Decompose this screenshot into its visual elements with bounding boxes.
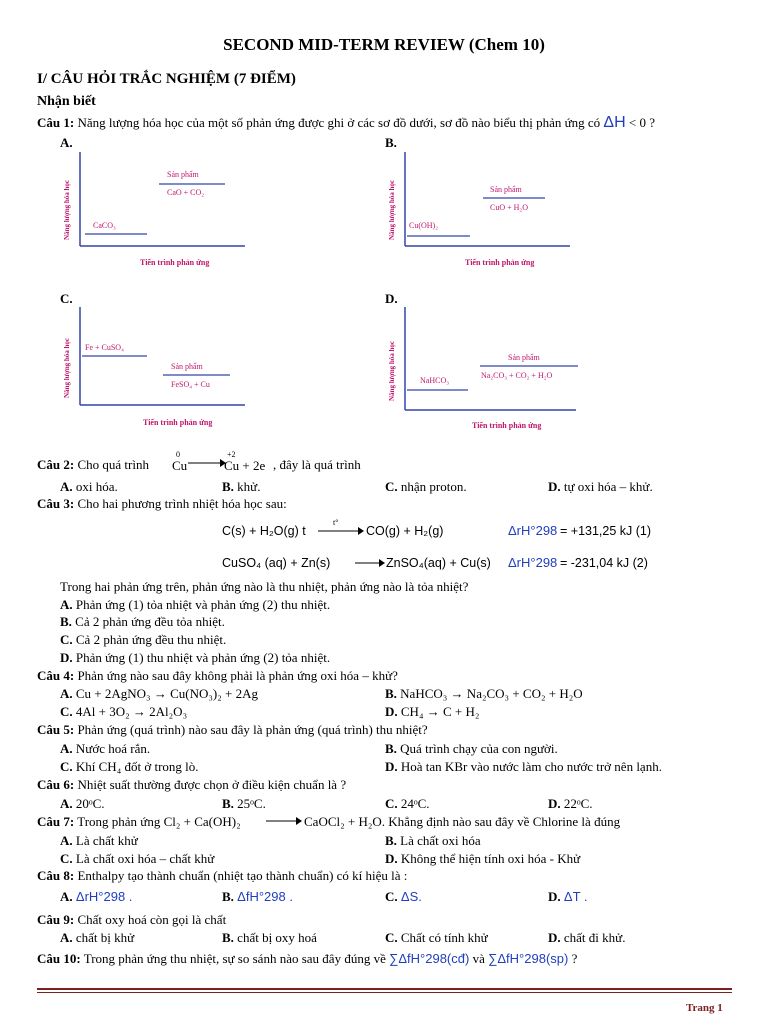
question-text: Cho hai phương trình nhiệt hóa học sau: — [77, 496, 287, 511]
question-7 — [37, 813, 241, 830]
question-9 — [37, 911, 226, 928]
option-key: A. — [60, 741, 73, 756]
option-text: Nước hoá rắn. — [75, 741, 151, 756]
equation-2-lhs: CuSO₄ (aq) + Zn(s) — [222, 556, 331, 570]
option-key: A. — [60, 479, 73, 494]
question-text: Nhiệt suất thường được chọn ở điều kiện chuẩn là ? — [77, 777, 347, 792]
option-key: A. — [60, 930, 73, 945]
option-c[interactable] — [60, 758, 199, 775]
cu-reactant: Cu — [172, 458, 188, 473]
option-a[interactable] — [60, 478, 118, 495]
option-key: A. — [60, 796, 73, 811]
x-axis-label: Tiến trình phản ứng — [472, 421, 542, 430]
option-key: D. — [385, 851, 398, 866]
reactant-label: Fe + CuSO₄ — [85, 343, 124, 352]
product-title: Sản phẩm — [490, 185, 522, 194]
option-a[interactable] — [60, 929, 134, 946]
question-label: Câu 5: — [37, 722, 75, 737]
option-key: D. — [548, 479, 561, 494]
question-text: Trong phản ứng thu nhiệt, sự so sánh nào sau đây đúng về — [83, 951, 386, 966]
question-label: Câu 3: — [37, 496, 75, 511]
option-letter-d[interactable]: D. — [385, 291, 398, 306]
option-key: A. — [60, 833, 73, 848]
question-6 — [37, 776, 346, 793]
option-a[interactable] — [60, 795, 105, 812]
option-key: D. — [385, 704, 398, 719]
question-label: Câu 2: — [37, 457, 75, 472]
y-axis-label: Năng lượng hóa học — [388, 179, 396, 240]
option-c[interactable] — [60, 850, 214, 867]
x-axis-label: Tiến trình phản ứng — [465, 258, 535, 267]
option-b[interactable] — [385, 685, 583, 702]
option-text: NaHCO₃ → Na₂CO₃ + CO₂ + H₂O — [400, 686, 583, 701]
question-label: Câu 1: — [37, 115, 75, 130]
question-text: Phản ứng nào sau đây không phải là phản ứng oxi hóa – khử? — [77, 668, 398, 683]
option-key: C. — [60, 704, 73, 719]
option-key: C. — [385, 479, 398, 494]
product-label: CuO + H₂O — [490, 203, 528, 212]
option-text: ΔfH°298 . — [237, 889, 293, 904]
question-8 — [37, 867, 407, 884]
option-key: B. — [222, 930, 234, 945]
option-text: oxi hóa. — [75, 479, 118, 494]
energy-diagram-c — [55, 303, 250, 428]
option-key: C. — [385, 930, 398, 945]
energy-diagram-d — [380, 303, 580, 433]
option-text: Khí CH₄ đốt ở trong lò. — [75, 759, 199, 774]
question-10 — [37, 950, 577, 967]
product-title: Sản phẩm — [171, 362, 203, 371]
option-text: chất đi khử. — [563, 930, 626, 945]
option-text: 4Al + 3O₂ → 2Al₂O₃ — [75, 704, 188, 719]
option-b[interactable] — [60, 613, 225, 630]
and-word: và — [472, 951, 485, 966]
option-d[interactable] — [385, 703, 479, 720]
option-text: nhận proton. — [400, 479, 467, 494]
option-text: 25ᵒC. — [237, 796, 266, 811]
option-c[interactable] — [60, 631, 226, 648]
enthalpy-symbol-1: ΔrH°298 — [508, 523, 558, 538]
option-key: B. — [385, 741, 397, 756]
option-d[interactable] — [548, 478, 653, 495]
option-text: CH₄ → C + H₂ — [400, 704, 480, 719]
option-letter-a[interactable]: A. — [60, 135, 73, 150]
reactant-label: CaCO₃ — [93, 221, 116, 230]
reaction-arrow — [188, 458, 226, 468]
y-axis-label: Năng lượng hóa học — [63, 179, 71, 240]
equation-2-value: = -231,04 kJ (2) — [560, 556, 648, 570]
equation-1-lhs: C(s) + H₂O(g) t — [222, 524, 306, 538]
option-d[interactable] — [385, 758, 662, 775]
option-key: C. — [60, 851, 73, 866]
option-text: Không thể hiện tính oxi hóa - Khử — [400, 851, 581, 866]
question-label: Câu 4: — [37, 668, 75, 683]
option-a[interactable] — [60, 685, 258, 702]
product-label: FeSO₄ + Cu — [171, 380, 210, 389]
equation-2-arrow — [355, 558, 385, 568]
option-key: B. — [222, 479, 234, 494]
equation-2-rhs: ZnSO₄(aq) + Cu(s) — [386, 556, 491, 570]
y-axis-label: Năng lượng hóa học — [388, 340, 396, 401]
option-text: 24ᵒC. — [400, 796, 430, 811]
reactant-label: Cu(OH)₂ — [409, 221, 439, 230]
option-text: tự oxi hóa – khử. — [563, 479, 653, 494]
option-text: 22ᵒC. — [563, 796, 593, 811]
product-label: CaO + CO₂ — [167, 188, 205, 197]
question-text: Năng lượng hóa học của một số phản ứng được ghi ở các sơ đồ dưới, sơ đồ nào biểu thị phản ứng có — [77, 115, 601, 130]
option-text: Cu + 2AgNO₃ → Cu(NO₃)₂ + 2Ag — [75, 686, 258, 701]
footer-rule-thin — [37, 992, 732, 993]
question-text-end: , đây là quá trình — [273, 457, 361, 472]
question-tail: < 0 ? — [628, 115, 656, 130]
option-key: C. — [60, 759, 73, 774]
option-key: C. — [385, 796, 398, 811]
option-key: A. — [60, 889, 73, 904]
y-axis-label: Năng lượng hóa học — [63, 337, 71, 398]
option-key: C. — [385, 889, 398, 904]
option-c[interactable] — [385, 478, 467, 495]
question-label: Câu 10: — [37, 951, 81, 966]
product-title: Sản phẩm — [167, 170, 199, 179]
x-axis-label: Tiến trình phản ứng — [143, 418, 213, 427]
question-3-prompt: Trong hai phản ứng trên, phản ứng nào là thu nhiệt, phản ứng nào là tỏa nhiệt? — [60, 579, 469, 594]
option-a[interactable] — [60, 596, 330, 613]
energy-diagram-a — [55, 148, 250, 273]
option-b[interactable] — [222, 888, 293, 905]
question-label: Câu 9: — [37, 912, 75, 927]
option-text: Cả 2 phản ứng đều thu nhiệt. — [75, 632, 227, 647]
equation-1-condition: t° — [333, 518, 339, 527]
footer-rule — [37, 988, 732, 990]
section-heading: I/ CÂU HỎI TRẮC NGHIỆM (7 ĐIỂM) — [37, 71, 296, 87]
option-letter-b[interactable]: B. — [385, 135, 397, 150]
sum-reactants-symbol: ∑ΔfH°298(cđ) — [389, 951, 470, 966]
option-key: D. — [385, 759, 398, 774]
product-title: Sản phẩm — [508, 353, 540, 362]
delta-h-symbol: ΔH — [603, 114, 626, 131]
question-label: Câu 8: — [37, 868, 75, 883]
option-key: A. — [60, 597, 73, 612]
option-key: D. — [548, 889, 561, 904]
question-text: Trong phản ứng Cl₂ + Ca(OH)₂ — [77, 814, 241, 829]
option-letter-c[interactable]: C. — [60, 291, 73, 306]
option-key: D. — [548, 796, 561, 811]
question-text: Enthalpy tạo thành chuẩn (nhiệt tạo thành chuẩn) có kí hiệu là : — [77, 868, 408, 883]
option-text: ΔS. — [400, 889, 422, 904]
question-5 — [37, 721, 428, 738]
option-b[interactable] — [222, 478, 260, 495]
subsection-heading: Nhận biết — [37, 94, 96, 109]
product-label: Na₂CO₃ + CO₂ + H₂O — [481, 371, 553, 380]
option-d[interactable] — [548, 888, 588, 905]
question-text: Cho quá trình — [77, 457, 149, 472]
cu-product: Cu + 2e — [224, 458, 266, 473]
reactant-label: NaHCO₃ — [420, 376, 450, 385]
question-1 — [37, 114, 655, 131]
option-d[interactable] — [548, 795, 593, 812]
option-text: khử. — [237, 479, 261, 494]
option-key: B. — [60, 614, 72, 629]
option-key: C. — [60, 632, 73, 647]
question-text: Chất oxy hoá còn gọi là chất — [77, 912, 227, 927]
page-title: SECOND MID-TERM REVIEW (Chem 10) — [223, 35, 545, 54]
oxidation-state-0: 0 — [176, 450, 180, 459]
option-text: Là chất oxi hóa – chất khử — [75, 851, 215, 866]
option-key: B. — [385, 686, 397, 701]
enthalpy-symbol-2: ΔrH°298 — [508, 555, 558, 570]
option-d[interactable] — [60, 649, 330, 666]
equation-1-arrow — [318, 526, 364, 536]
option-b[interactable] — [222, 795, 266, 812]
option-key: B. — [222, 889, 234, 904]
page-number: Trang 1 — [686, 1002, 723, 1014]
option-key: B. — [385, 833, 397, 848]
oxidation-state-2: +2 — [227, 450, 236, 459]
x-axis-label: Tiến trình phản ứng — [140, 258, 210, 267]
option-text: chất bị oxy hoá — [237, 930, 317, 945]
energy-diagram-b — [380, 148, 575, 273]
option-text: Quá trình chạy của con người. — [400, 741, 558, 756]
option-text: ΔrH°298 . — [75, 889, 133, 904]
option-d[interactable] — [548, 929, 625, 946]
option-b[interactable] — [385, 740, 558, 757]
option-text: Chất có tính khử — [400, 930, 488, 945]
option-key: D. — [548, 930, 561, 945]
option-text: Phản ứng (1) tỏa nhiệt và phản ứng (2) thu nhiệt. — [75, 597, 331, 612]
option-b[interactable] — [385, 832, 481, 849]
question-label: Câu 6: — [37, 777, 75, 792]
option-text: Phản ứng (1) thu nhiệt và phản ứng (2) tỏa nhiệt. — [75, 650, 331, 665]
option-text: ΔT . — [563, 889, 588, 904]
option-a[interactable] — [60, 832, 138, 849]
question-text-end: CaOCl₂ + H₂O. Khẳng định nào sau đây về Chlorine là đúng — [304, 814, 621, 829]
option-text: Là chất oxi hóa — [400, 833, 481, 848]
reaction-arrow — [266, 816, 302, 826]
option-a[interactable] — [60, 740, 150, 757]
question-tail: ? — [571, 951, 578, 966]
option-text: chất bị khử — [75, 930, 135, 945]
option-text: Hoà tan KBr vào nước làm cho nước trở nên lạnh. — [400, 759, 662, 774]
question-3 — [37, 495, 287, 512]
option-c[interactable] — [385, 888, 422, 905]
option-key: A. — [60, 686, 73, 701]
option-a[interactable] — [60, 888, 132, 905]
sum-products-symbol: ∑ΔfH°298(sp) — [488, 951, 569, 966]
question-2 — [37, 456, 149, 473]
option-b[interactable] — [222, 929, 317, 946]
option-d[interactable] — [385, 850, 580, 867]
option-c[interactable] — [385, 795, 430, 812]
option-key: B. — [222, 796, 234, 811]
option-text: Cả 2 phản ứng đều tỏa nhiệt. — [75, 614, 225, 629]
option-key: D. — [60, 650, 73, 665]
question-4 — [37, 667, 398, 684]
option-c[interactable] — [60, 703, 187, 720]
option-text: Là chất khử — [75, 833, 138, 848]
option-c[interactable] — [385, 929, 488, 946]
question-label: Câu 7: — [37, 814, 75, 829]
equation-1-rhs: CO(g) + H₂(g) — [366, 524, 444, 538]
option-text: 20ᵒC. — [75, 796, 105, 811]
equation-1-value: = +131,25 kJ (1) — [560, 524, 652, 538]
question-text: Phản ứng (quá trình) nào sau đây là phản ứng (quá trình) thu nhiệt? — [77, 722, 428, 737]
